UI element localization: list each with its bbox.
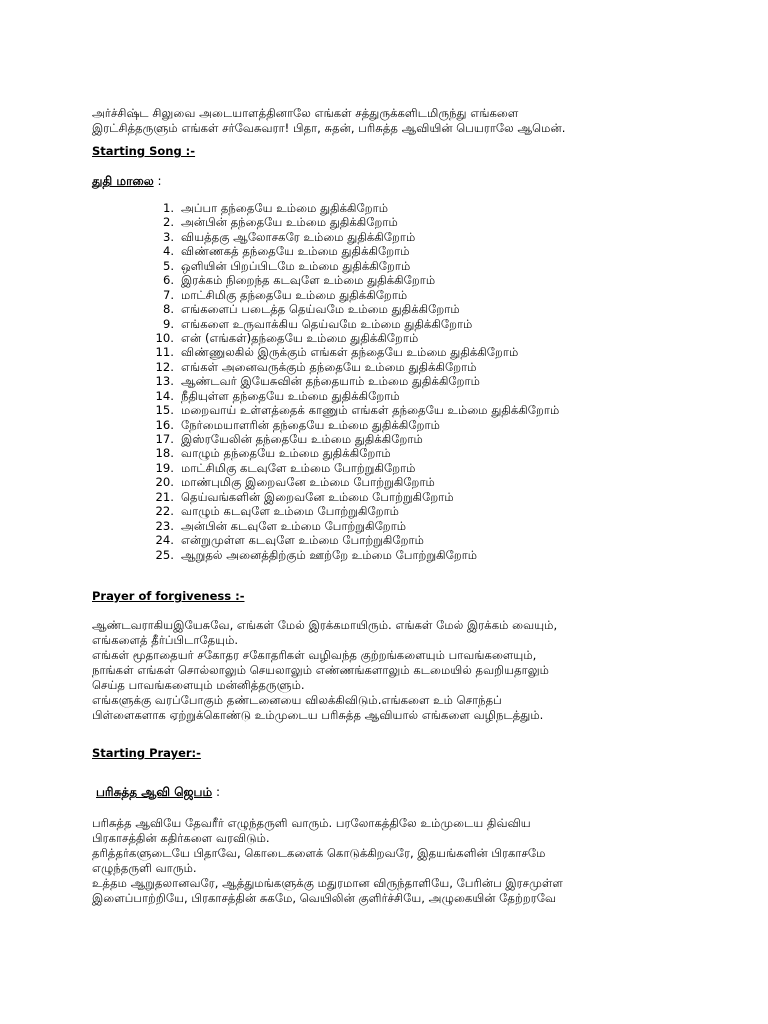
thuthi-maalai-title: துதி மாலை	[92, 174, 154, 188]
list-item	[92, 432, 712, 446]
list-number: 6.	[162, 273, 174, 288]
prayer-line: எங்கள் மூதாதையர் சகோதர சகோதரிகள் வழிவந்த குற்றங்களையும் பாவங்களையும்,	[92, 647, 537, 662]
list-text: வாழும் கடவுளே உம்மை போற்றுகிறோம்	[181, 504, 400, 519]
list-number: 8.	[162, 302, 174, 317]
list-item	[92, 519, 712, 533]
list-item	[92, 374, 712, 388]
starting-song-heading: Starting Song :-	[92, 144, 196, 158]
song-list	[92, 201, 712, 562]
list-number: 12.	[155, 359, 174, 374]
holy-spirit-prayer-title: பரிசுத்த ஆவி ஜெபம்	[96, 784, 213, 799]
list-number: 24.	[155, 533, 174, 548]
starting-prayer-heading: Starting Prayer:-	[92, 745, 201, 760]
list-text: அப்பா தந்தையே உம்மை துதிக்கிறோம்	[181, 201, 389, 215]
holy-spirit-prayer-text	[92, 816, 712, 906]
list-text: எங்களைப் படைத்த தெய்வமே உம்மை துதிக்கிறோம்	[181, 302, 460, 317]
list-item	[92, 389, 712, 403]
list-text: வியத்தகு ஆலோசகரே உம்மை துதிக்கிறோம்	[181, 229, 416, 244]
list-number: 21.	[155, 489, 174, 504]
list-number: 9.	[162, 316, 174, 331]
list-text: அன்பின் தந்தையே உம்மை துதிக்கிறோம்	[181, 215, 398, 230]
list-item	[92, 475, 712, 489]
list-text: தெய்வங்களின் இறைவனே உம்மை போற்றுகிறோம்	[181, 489, 454, 504]
list-number: 18.	[155, 446, 174, 461]
list-text: இஸ்ரயேலின் தந்தையே உம்மை துதிக்கிறோம்	[181, 432, 423, 446]
list-number: 17.	[155, 432, 174, 446]
list-item	[92, 403, 712, 417]
prayer-line: பிள்ளைகளாக ஏற்றுக்கொண்டு உம்முடைய பரிசுத்த ஆவியால் எங்களை வழிநடத்தும்.	[92, 707, 544, 722]
intro-line: இரட்சித்தருளும் எங்கள் சர்வேசுவரா! பிதா, சுதன், பரிசுத்த ஆவியின் பெயராலே ஆமென்.	[92, 121, 566, 135]
list-text: வாழும் தந்தையே உம்மை துதிக்கிறோம்	[181, 446, 391, 461]
document-page	[92, 106, 712, 906]
list-item	[92, 273, 712, 287]
subheading-suffix: :	[212, 784, 221, 799]
list-number: 23.	[155, 518, 174, 533]
list-item	[92, 548, 712, 562]
list-item	[92, 244, 712, 258]
prayer-line: செய்த பாவங்களையும் மன்னித்தருளும்.	[92, 677, 305, 692]
prayer-line: எழுந்தருளி வாரும்.	[92, 860, 197, 875]
list-text: ஆறுதல் அனைத்திற்கும் ஊற்றே உம்மை போற்றுகிறோம்	[181, 547, 478, 562]
list-number: 16.	[155, 417, 174, 432]
list-number: 22.	[155, 504, 174, 519]
subheading-suffix: :	[153, 174, 162, 188]
list-number: 13.	[155, 374, 174, 389]
list-text: அன்பின் கடவுளே உம்மை போற்றுகிறோம்	[181, 518, 407, 533]
list-item	[92, 302, 712, 316]
list-item	[92, 259, 712, 273]
starting-song-subheading	[92, 174, 712, 189]
prayer-line: எங்களுக்கு வரப்போகும் தண்டனையை விலக்கிவிடும்.எங்களை உம் சொந்தப்	[92, 692, 502, 707]
list-number: 10.	[155, 330, 174, 345]
list-item	[92, 490, 712, 504]
list-number: 25.	[155, 547, 174, 562]
list-number: 3.	[162, 229, 174, 244]
list-number: 2.	[162, 215, 174, 230]
list-text: மறைவாய் உள்ளத்தைக் காணும் எங்கள் தந்தையே உம்மை துதிக்கிறோம்	[181, 403, 560, 418]
list-text: என்றுமுள்ள கடவுளே உம்மை போற்றுகிறோம்	[181, 533, 424, 548]
prayer-line: எங்களைத் தீர்ப்பிடாதேயும்.	[92, 632, 239, 647]
list-text: என் (எங்கள்)தந்தையே உம்மை துதிக்கிறோம்	[181, 330, 419, 345]
prayer-line: நாங்கள் எங்கள் சொல்லாலும் செயலாலும் எண்ணங்களாலும் கடமையில் தவறியதாலும்	[92, 662, 549, 677]
list-text: விண்ணுலகில் இருக்கும் எங்கள் தந்தையே உம்மை துதிக்கிறோம்	[181, 345, 519, 360]
list-item	[92, 345, 712, 359]
list-item	[92, 360, 712, 374]
list-text: மாண்புமிகு இறைவனே உம்மை போற்றுகிறோம்	[181, 475, 435, 490]
prayer-line: தரித்தர்களுடையே பிதாவே, கொடைகளைக் கொடுக்கிறவரே, இதயங்களின் பிரகாசமே	[92, 845, 546, 860]
list-number: 1.	[162, 201, 174, 215]
intro-line: அர்ச்சிஷ்ட சிலுவை அடையாளத்தினாலே எங்கள் சத்துருக்களிடமிருந்து எங்களை	[92, 106, 519, 120]
list-item	[92, 317, 712, 331]
list-item	[92, 533, 712, 547]
list-number: 15.	[155, 403, 174, 418]
list-text: இரக்கம் நிறைந்த கடவுளே உம்மை துதிக்கிறோம்	[181, 273, 436, 288]
list-item	[92, 331, 712, 345]
list-item	[92, 201, 712, 215]
list-number: 5.	[162, 258, 174, 273]
list-text: நீதியுள்ள தந்தையே உம்மை துதிக்கிறோம்	[181, 388, 400, 403]
list-text: ஆண்டவர் இயேசுவின் தந்தையாம் உம்மை துதிக்கிறோம்	[181, 374, 480, 389]
list-number: 11.	[155, 345, 174, 360]
list-number: 20.	[155, 475, 174, 490]
list-text: நேர்மையாளரின் தந்தையே உம்மை துதிக்கிறோம்	[181, 417, 440, 432]
list-item	[92, 446, 712, 460]
list-item	[92, 418, 712, 432]
list-text: விண்ணகத் தந்தையே உம்மை துதிக்கிறோம்	[181, 244, 410, 259]
prayer-line: பரிசுத்த ஆவியே தேவரீர் எழுந்தருளி வாரும். பரலோகத்திலே உம்முடைய திவ்விய	[92, 815, 531, 830]
list-number: 14.	[155, 388, 174, 403]
prayer-line: ஆண்டவராகியஇயேசுவே, எங்கள் மேல் இரக்கமாயிரும். எங்கள் மேல் இரக்கம் வையும்,	[92, 617, 558, 632]
list-text: எங்களை உருவாக்கிய தெய்வமே உம்மை துதிக்கிறோம்	[181, 316, 473, 331]
prayer-line: இளைப்பாற்றியே, பிரகாசத்தின் சுகமே, வெயிலின் குளிர்ச்சியே, அழுகையின் தேற்றரவே	[92, 890, 557, 905]
list-text: மாட்சிமிகு தந்தையே உம்மை துதிக்கிறோம்	[181, 287, 408, 302]
list-item	[92, 215, 712, 229]
starting-prayer-subheading	[92, 785, 712, 800]
list-number: 7.	[162, 287, 174, 302]
list-number: 19.	[155, 460, 174, 475]
list-text: மாட்சிமிகு கடவுளே உம்மை போற்றுகிறோம்	[181, 460, 416, 475]
prayer-of-forgiveness-heading: Prayer of forgiveness :-	[92, 588, 245, 603]
forgiveness-prayer-text	[92, 618, 712, 723]
list-text: ஒளியின் பிறப்பிடமே உம்மை துதிக்கிறோம்	[181, 258, 411, 273]
list-text: எங்கள் அனைவருக்கும் தந்தையே உம்மை துதிக்கிறோம்	[181, 359, 477, 374]
list-item	[92, 461, 712, 475]
prayer-line: உத்தம ஆறுதலானவரே, ஆத்துமங்களுக்கு மதுரமான விருந்தாளியே, பேரின்ப இரசமுள்ள	[92, 875, 563, 890]
list-item	[92, 230, 712, 244]
list-item	[92, 504, 712, 518]
list-number: 4.	[162, 244, 174, 259]
list-item	[92, 288, 712, 302]
prayer-line: பிரகாசத்தின் கதிர்களை வரவிடும்.	[92, 830, 270, 845]
